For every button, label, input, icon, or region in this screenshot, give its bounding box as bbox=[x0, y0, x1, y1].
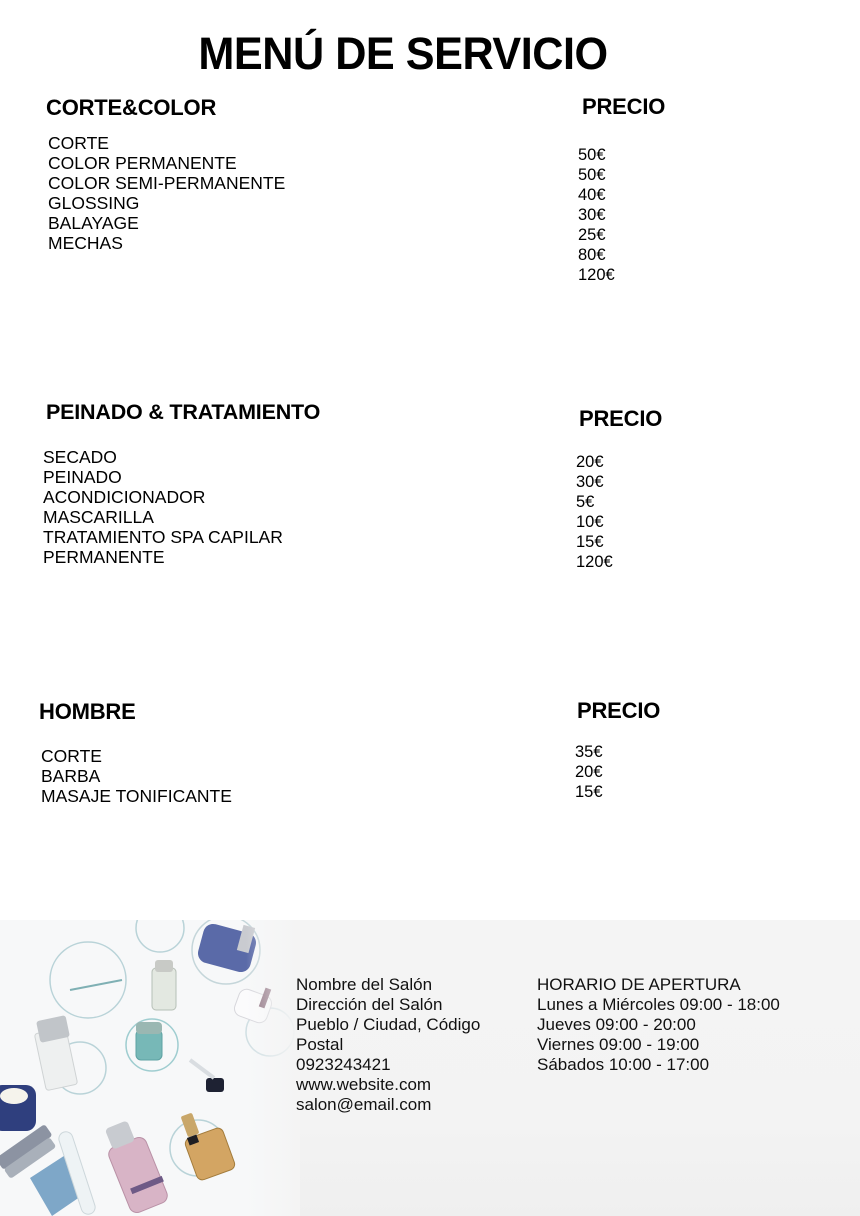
cosmetic-products-image bbox=[0, 920, 300, 1216]
price-list-peinado-tratamiento bbox=[576, 452, 613, 572]
price-heading-peinado-tratamiento: PRECIO bbox=[579, 406, 663, 431]
opening-hours bbox=[537, 975, 817, 1075]
service-list-corte-color bbox=[48, 133, 285, 253]
service-item: MASCARILLA bbox=[43, 507, 154, 527]
price-item: 40€ bbox=[578, 186, 606, 204]
price-heading-corte-color: PRECIO bbox=[582, 94, 666, 119]
hours-item: Sábados 10:00 - 17:00 bbox=[537, 1055, 710, 1074]
salon-phone: 0923243421 bbox=[296, 1055, 391, 1074]
service-item: CORTE bbox=[48, 133, 109, 153]
opening-hours-heading: HORARIO DE APERTURA bbox=[537, 975, 741, 994]
service-item: MASAJE TONIFICANTE bbox=[41, 786, 232, 806]
price-item: 120€ bbox=[576, 553, 613, 571]
price-list-hombre bbox=[575, 742, 603, 802]
salon-address: Dirección del Salón bbox=[296, 995, 443, 1014]
price-item: 50€ bbox=[578, 146, 606, 164]
section-heading-peinado-tratamiento: PEINADO & TRATAMIENTO bbox=[46, 400, 321, 424]
price-item: 10€ bbox=[576, 513, 604, 531]
service-item: PERMANENTE bbox=[43, 547, 165, 567]
service-list-peinado-tratamiento bbox=[43, 447, 283, 567]
price-item: 30€ bbox=[578, 206, 606, 224]
salon-name: Nombre del Salón bbox=[296, 975, 433, 994]
price-item: 120€ bbox=[578, 266, 615, 284]
price-item: 30€ bbox=[576, 473, 604, 491]
price-item: 15€ bbox=[576, 533, 604, 551]
service-item: TRATAMIENTO SPA CAPILAR bbox=[43, 527, 283, 547]
price-heading-hombre: PRECIO bbox=[577, 698, 661, 723]
page-title: MENÚ DE SERVICIO bbox=[198, 28, 608, 79]
price-item: 20€ bbox=[576, 453, 604, 471]
salon-city-postal: Pueblo / Ciudad, Código bbox=[296, 1015, 481, 1034]
hours-item: Lunes a Miércoles 09:00 - 18:00 bbox=[537, 995, 780, 1014]
hours-item: Viernes 09:00 - 19:00 bbox=[537, 1035, 700, 1054]
service-item: GLOSSING bbox=[48, 193, 140, 213]
service-item: ACONDICIONADOR bbox=[43, 487, 206, 507]
service-item: COLOR SEMI-PERMANENTE bbox=[48, 173, 286, 193]
price-list-corte-color bbox=[578, 145, 615, 285]
service-item: BALAYAGE bbox=[48, 213, 139, 233]
price-item: 20€ bbox=[575, 763, 603, 781]
price-item: 50€ bbox=[578, 166, 606, 184]
footer-band bbox=[0, 920, 860, 1216]
hours-item: Jueves 09:00 - 20:00 bbox=[537, 1015, 696, 1034]
service-item: COLOR PERMANENTE bbox=[48, 153, 237, 173]
price-item: 25€ bbox=[578, 226, 606, 244]
section-heading-corte-color: CORTE&COLOR bbox=[46, 95, 217, 120]
service-item: CORTE bbox=[41, 746, 102, 766]
salon-email: salon@email.com bbox=[296, 1095, 432, 1114]
salon-website: www.website.com bbox=[296, 1075, 432, 1094]
price-item: 35€ bbox=[575, 743, 603, 761]
salon-contact-info bbox=[296, 975, 496, 1115]
service-item: PEINADO bbox=[43, 467, 122, 487]
service-item: SECADO bbox=[43, 447, 117, 467]
salon-postal: Postal bbox=[296, 1035, 344, 1054]
price-item: 15€ bbox=[575, 783, 603, 801]
service-item: BARBA bbox=[41, 766, 101, 786]
service-item: MECHAS bbox=[48, 233, 123, 253]
price-item: 80€ bbox=[578, 246, 606, 264]
price-item: 5€ bbox=[576, 493, 595, 511]
service-list-hombre bbox=[41, 746, 232, 806]
section-heading-hombre: HOMBRE bbox=[39, 699, 136, 724]
